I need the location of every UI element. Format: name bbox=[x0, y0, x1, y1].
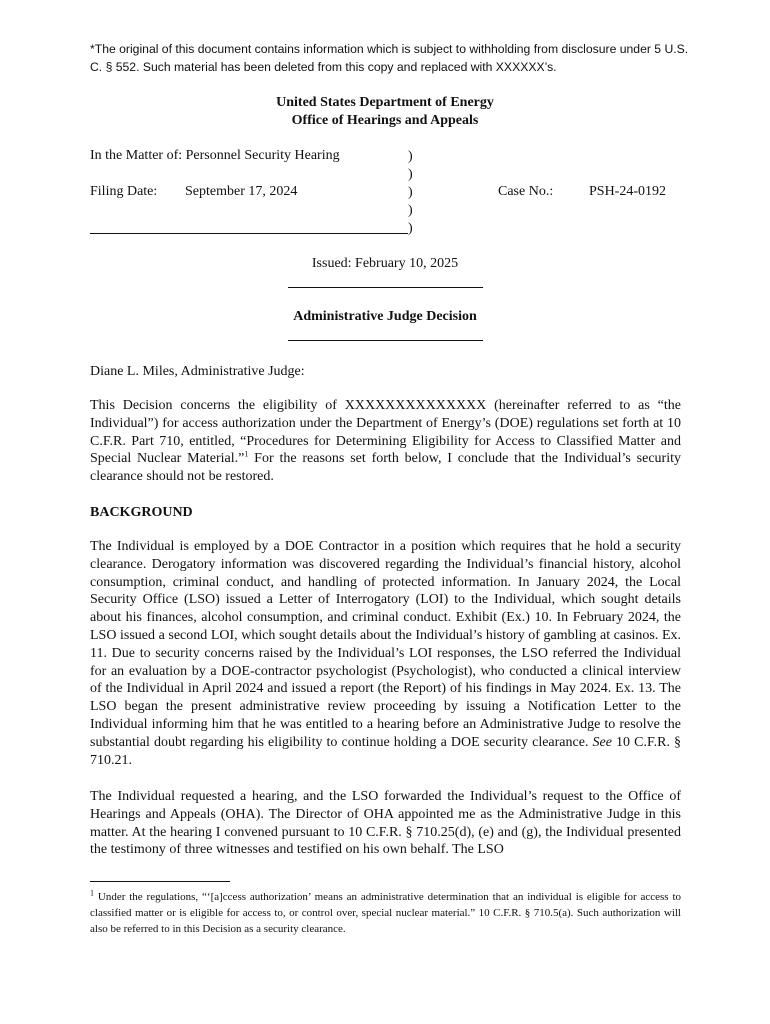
footnote-reference[interactable]: 1 bbox=[244, 449, 249, 459]
caption-rule bbox=[90, 233, 408, 234]
background-paragraph-2: The Individual requested a hearing, and the LSO forwarded the Individual’s request to the Office of Hearings and Appeals (OHA). The Director of OHA appointed me as the Administrative Judge in this matter. At the hearing I convened pursuant to 10 C.F.R. § 710.25(d), (e) and (g), the Individual presented the testimony of three witnesses and testified on his own behalf. The LSO bbox=[90, 789, 681, 858]
divider-rule bbox=[288, 287, 483, 288]
caption-paren: ) bbox=[408, 149, 413, 164]
caption-paren: ) bbox=[408, 203, 413, 218]
caption-paren: ) bbox=[408, 185, 413, 200]
footnote-number: 1 bbox=[90, 888, 94, 898]
footnote-rule bbox=[90, 881, 230, 882]
caption-paren: ) bbox=[408, 221, 413, 236]
case-caption bbox=[90, 146, 690, 236]
citation: 10 C.F.R. § 710.21. bbox=[90, 734, 682, 768]
footnote-text: Under the regulations, “‘[a]ccess authorization’ means an administrative determination that an individual is eligible for access to classified matter or is eligible for access to, or control over, special nuclear material.” 10 C.F.R. § 710.5(a). Such authorization will also be referred to in this Decision as a security clearance. bbox=[90, 891, 681, 935]
divider-rule bbox=[288, 340, 483, 341]
filing-date: September 17, 2024 bbox=[185, 184, 298, 199]
intro-text-continued: For the reasons set forth below, I conclude that the Individual’s security clearance should not be restored. bbox=[90, 451, 681, 485]
redaction-notice: *The original of this document contains information which is subject to withholding from disclosure under 5 U.S. C. § 552. Such material has been deleted from this copy and replaced with XXXXXX’s. bbox=[90, 42, 689, 74]
decision-title: Administrative Judge Decision bbox=[293, 309, 477, 324]
see-signal: See bbox=[592, 734, 612, 750]
intro-text: This Decision concerns the eligibility of XXXXXXXXXXXXXX (hereinafter referred to as “the Individual”) for access authorization under the Department of Energy’s (DOE) regulations set forth at 10 C.F.R. Part 710, entitled, “Procedures for Determining Eligibility for Access to Classified Matter and Special Nuclear Material.” bbox=[90, 398, 681, 467]
office-name: Office of Hearings and Appeals bbox=[291, 113, 479, 128]
intro-paragraph bbox=[90, 397, 681, 486]
case-number: PSH-24-0192 bbox=[589, 184, 667, 199]
footnote bbox=[90, 889, 681, 937]
background-text: The Individual is employed by a DOE Contractor in a position which requires that he hold a security clearance. Derogatory information was discovered regarding the Individual’s financial history, alcohol consumption, criminal conduct, and handling of protected information. In January 2024, the Local Security Office (LSO) issued a Letter of Interrogatory (LOI) to the Individual, which sought details about his finances, alcohol consumption, and criminal conduct. Exhibit (Ex.) 10. In February 2024, the LSO issued a second LOI, which sought details about the Individual’s history of gambling at casinos. Ex. 11. Due to security concerns raised by the Individual’s LOI responses, the LSO referred the Individual for an evaluation by a DOE-contractor psychologist (Psychologist), who conducted a clinical interview of the Individual in April 2024 and issued a report (the Report) of his findings in May 2024. Ex. 13. The LSO began the present administrative review proceeding by issuing a Notification Letter to the Individual informing him that he was entitled to a hearing before an Administrative Judge to resolve the substantial doubt regarding his eligibility to continue holding a DOE security clearance. bbox=[90, 539, 681, 750]
case-number-label: Case No.: bbox=[498, 184, 554, 199]
judge-line: Diane L. Miles, Administrative Judge: bbox=[90, 364, 305, 379]
filing-date-label: Filing Date: bbox=[90, 184, 158, 199]
matter-line: In the Matter of: Personnel Security Hearing bbox=[90, 148, 340, 163]
caption-paren: ) bbox=[408, 167, 413, 182]
background-heading: BACKGROUND bbox=[90, 505, 193, 520]
issued-date: Issued: February 10, 2025 bbox=[311, 256, 459, 271]
agency-name: United States Department of Energy bbox=[276, 95, 494, 110]
background-paragraph-1 bbox=[90, 538, 681, 769]
